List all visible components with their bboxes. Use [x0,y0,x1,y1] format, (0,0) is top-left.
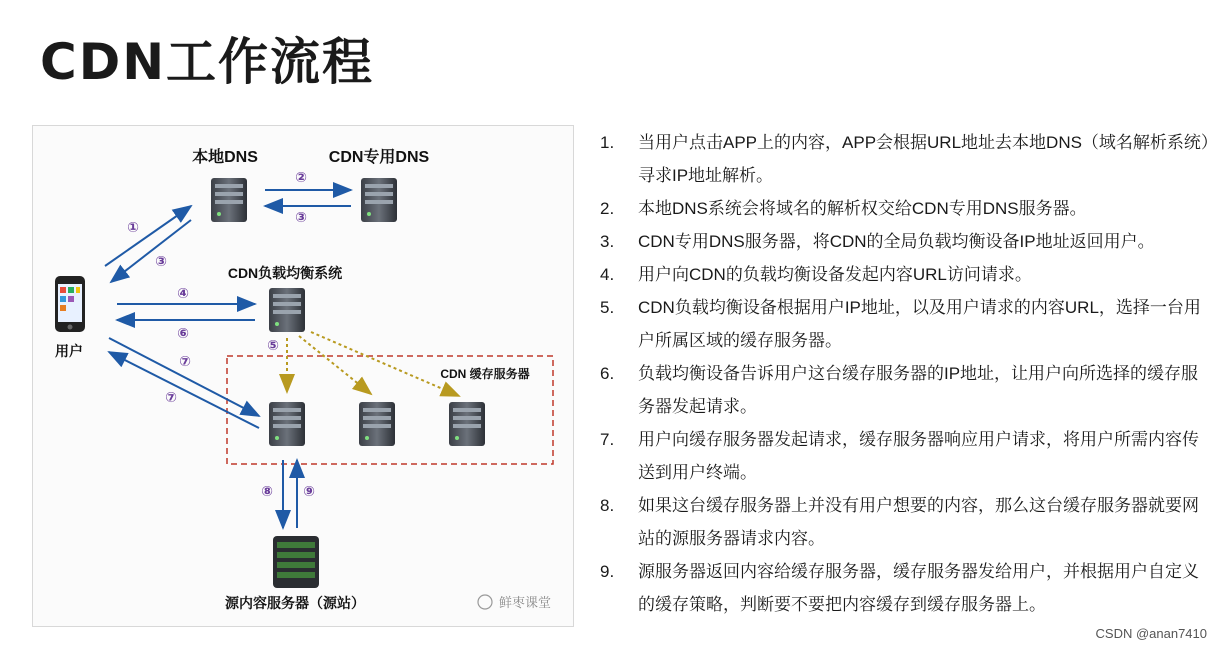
step-item-9 [600,555,1210,621]
step-text: CDN专用DNS服务器，将CDN的全局负载均衡设备IP地址返回用户。 [638,232,1155,251]
selection-arrows [287,332,459,396]
step-text: 负载均衡设备告诉用户这台缓存服务器的IP地址，让用户向所选择的缓存服务器发起请求。 [638,364,1199,416]
step-number: 9. [600,562,615,581]
cache-server-2-icon [359,402,395,446]
step-item-2 [600,192,1210,225]
step-text: 如果这台缓存服务器上并没有用户想要的内容，那么这台缓存服务器就要网站的源服务器请求内容。 [638,496,1199,548]
page-title: CDN工作流程 [40,33,375,91]
step-text: 本地DNS系统会将域名的解析权交给CDN专用DNS服务器。 [638,199,1087,218]
step-number: 5. [600,298,615,317]
step-item-3 [600,225,1210,258]
user-phone-icon [55,276,85,332]
step-marker-6: ⑥ [177,325,189,341]
step-number: 4. [600,265,615,284]
step-marker-7a: ⑦ [179,353,191,369]
step-item-7 [600,423,1210,489]
step-number: 6. [600,364,615,383]
cdn-dns-server-icon [361,178,397,222]
step-marker-4: ④ [177,285,189,301]
step-number: 8. [600,496,615,515]
step-text: CDN负载均衡设备根据用户IP地址，以及用户请求的内容URL，选择一台用户所属区域的缓存服务器。 [638,298,1201,350]
step-marker-3b: ③ [155,253,167,269]
step-item-1 [600,126,1210,192]
step-item-6 [600,357,1210,423]
cdn-workflow-diagram [32,125,574,627]
step-item-8 [600,489,1210,555]
step-item-5 [600,291,1210,357]
step-text: 用户向缓存服务器发起请求，缓存服务器响应用户请求，将用户所需内容传送到用户终端。 [638,430,1199,482]
cache-group-label: CDN 缓存服务器 [440,367,530,381]
origin-server-icon [273,536,319,588]
watermark-logo [478,595,551,610]
diagram-canvas [33,126,573,626]
watermark-logo-text: 鲜枣课堂 [499,595,552,610]
step-marker-8: ⑧ [261,483,273,499]
local-dns-label: 本地DNS [192,149,258,166]
step-marker-2: ② [295,169,307,185]
cache-server-3-icon [449,402,485,446]
step-number: 7. [600,430,615,449]
user-label: 用户 [55,343,83,359]
local-dns-server-icon [211,178,247,222]
step-text: 源服务器返回内容给缓存服务器，缓存服务器发给用户，并根据用户自定义的缓存策略，判断要不要把内容缓存到缓存服务器上。 [638,562,1199,614]
step-number: 1. [600,133,615,152]
origin-label: 源内容服务器（源站） [225,595,365,611]
step-number: 2. [600,199,615,218]
step-text: 用户向CDN的负载均衡设备发起内容URL访问请求。 [638,265,1032,284]
flow-arrows [105,190,351,528]
step-marker-1: ① [127,219,139,235]
cdn-dns-label: CDN专用DNS [328,149,430,166]
cache-server-1-icon [269,402,305,446]
step-list [600,126,1210,621]
step-marker-7b: ⑦ [165,389,177,405]
step-text: 当用户点击APP上的内容，APP会根据URL地址去本地DNS（域名解析系统）寻求IP地址解析。 [638,133,1210,185]
footer-credit: CSDN @anan7410 [1095,626,1207,641]
load-balancer-label: CDN负载均衡系统 [227,265,343,281]
step-marker-3a: ③ [295,209,307,225]
step-item-4 [600,258,1210,291]
step-marker-5: ⑤ [267,337,279,353]
step-number: 3. [600,232,615,251]
step-marker-9: ⑨ [303,483,315,499]
load-balancer-server-icon [269,288,305,332]
